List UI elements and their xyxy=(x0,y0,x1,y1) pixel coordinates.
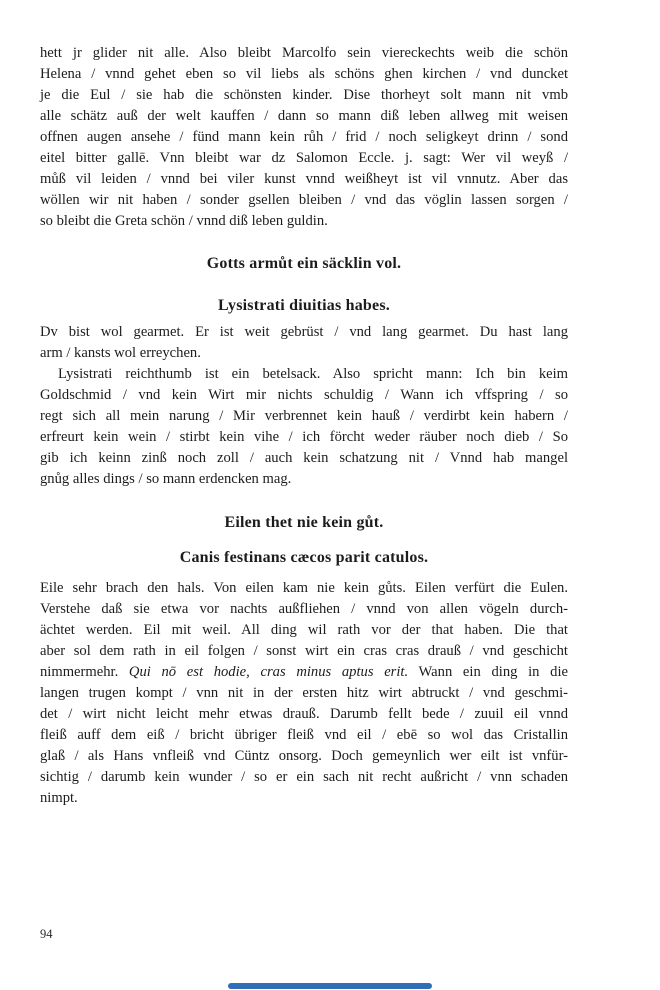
text-line: arm / kansts wol erreychen. xyxy=(40,345,201,361)
paragraph-marcolfo xyxy=(40,43,568,232)
section-heading-german-eilen: Eilen thet nie kein gůt. xyxy=(224,514,384,531)
section-heading-german-gotts-armut: Gotts armůt ein säcklin vol. xyxy=(206,255,402,272)
page-number: 94 xyxy=(40,927,53,941)
text-line: wöllen wir nit haben / sonder gsellen bleiben / vnd das vöglin lassen sorgen / xyxy=(40,192,568,208)
text-line: Goldschmid / vnd kein Wirt mir nichts schuldig / Wann ich vffspring / so xyxy=(40,387,568,403)
text-line: sichtig / darumb kein wunder / so er ein sach nit recht außricht / vnn schaden xyxy=(40,769,568,785)
text-line: gnůg alles dings / so mann erdencken mag. xyxy=(40,471,292,487)
text-line: Dv bist wol gearmet. Er ist weit gebrüst / vnd lang gearmet. Du hast lang xyxy=(40,324,568,340)
text-line: Eile sehr brach den hals. Von eilen kam nie kein gůts. Eilen verfürt die Eulen. xyxy=(40,580,568,596)
section-heading-latin-canis: Canis festinans cæcos parit catulos. xyxy=(179,549,429,566)
text-line: nimpt. xyxy=(40,790,78,806)
text-line: je die Eul / sie hab die schönsten kinder. Dise thorheyt solt mann nit vmb xyxy=(40,87,568,103)
text-line: det / wirt nicht leicht mehr etwas drauß. Darumb fellt bede / zuuil eil vnnd xyxy=(40,706,568,722)
text-segment: Wann ein ding in die xyxy=(408,664,568,680)
text-line: langen trugen kompt / vnn nit in der ersten hitz wirt abtruckt / vnd geschmi- xyxy=(40,685,568,701)
text-column xyxy=(40,43,568,809)
text-line: so bleibt die Greta schön / vnnd diß leben guldin. xyxy=(40,213,328,229)
paragraph-eile-sehr xyxy=(40,578,568,809)
latin-italic-phrase: Qui nō est hodie, cras minus aptus erit. xyxy=(128,664,409,680)
text-line: glaß / als Hans vnfleiß vnd Cüntz onsorg. Doch gemeynlich wer eilt ist vnfür- xyxy=(40,748,568,764)
reader-progress-bar[interactable] xyxy=(228,983,432,989)
section-heading-latin-lysistrati: Lysistrati diuitias habes. xyxy=(218,297,390,314)
text-line: offnen augen ansehe / fünd mann kein růh / frid / noch seligkeyt drinn / sond xyxy=(40,129,568,145)
text-line: ächtet werden. Eil mit weil. All ding wil rath vor der that haben. Die that xyxy=(40,622,568,638)
text-line: hett jr glider nit alle. Also bleibt Marcolfo sein viereckechts weib die schön xyxy=(40,45,568,61)
paragraph-dv-bist xyxy=(40,322,568,364)
text-line: můß vil leiden / vnnd bei viler kunst vnnd weißheyt ist vil vnnutz. Aber das xyxy=(40,171,568,187)
paragraph-reichthumb xyxy=(40,364,568,490)
text-segment: nimmermehr. xyxy=(40,664,129,680)
text-line: alle schätz auß der welt kauffen / dann so mann diß leben allweg mit weisen xyxy=(40,108,568,124)
text-line: aber sol dem rath in eil folgen / sonst wirt ein cras cras drauß / vnd geschicht xyxy=(40,643,568,659)
text-line: Lysistrati reichthumb ist ein betelsack. Also spricht mann: Ich bin keim xyxy=(58,366,568,382)
text-line xyxy=(40,662,568,683)
text-line: regt sich all mein narung / Mir verbrennet kein hauß / verdirbt kein habern / xyxy=(40,408,568,424)
text-line: eitel bitter gallē. Vnn bleibt war dz Salomon Eccle. j. sagt: Wer vil weyß / xyxy=(40,150,568,166)
text-line: erfreurt kein wein / stirbt kein vihe / ich förcht weder räuber noch dieb / So xyxy=(40,429,568,445)
text-line: Verstehe daß sie etwa vor nachts außfliehen / vnnd von allen vögeln durch- xyxy=(40,601,568,617)
text-line: fleiß auff dem eiß / bricht übriger fleiß vnd eil / ebē so wol das Cristallin xyxy=(40,727,568,743)
text-line: Helena / vnnd gehet eben so vil liebs als schöns ghen kirchen / vnd duncket xyxy=(40,66,568,82)
text-line: gib ich keinn zinß noch zoll / auch kein schatzung nit / Vnnd hab mangel xyxy=(40,450,568,466)
